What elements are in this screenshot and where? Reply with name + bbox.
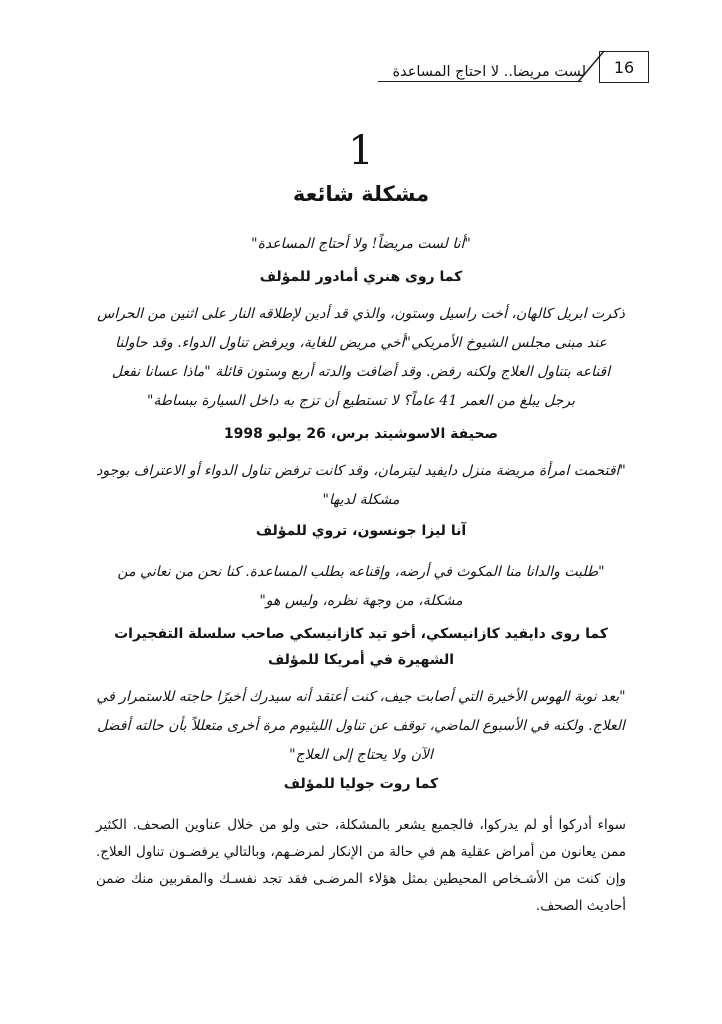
epigraph-quote-4: "طلبت والدانا منا المكوث في أرضه، وإقناعه بطلب المساعدة. كنا نحن من نعاني من مشكلة، من وجهة نظره، وليس هو" <box>117 564 605 609</box>
epigraph-attribution-3: آنا ليزا جونسون، تروي للمؤلف <box>255 523 467 539</box>
epigraph-attribution-1: كما روى هنري أمادور للمؤلف <box>259 269 463 285</box>
epigraph-attribution-4: كما روى دايفيد كازانيسكي، أخو تيد كازانيسكي صاحب سلسلة التفجيرات الشهيرة في أمريكا للمؤلف <box>114 626 608 668</box>
body-paragraph: سواء أدركوا أو لم يدركوا، فالجميع يشعر بالمشكلة، حتى ولو من خلال عناوين الصحف. الكثير ممن يعانون من أمراض عقلية هم في حالة من الإنكار لمرضـهم، وبالتالي يرفضـون تناول العلاج. وإن كنت من الأشـخاص المحيطين بمثل هؤلاء المرضـى فقد تجد نفسـك والمقربين منك ضمن أحاديث الصحف. <box>96 817 626 914</box>
running-head: لست مريضا.. لا احتاج المساعدة <box>392 64 586 80</box>
epigraph-attribution-5: كما روت جوليا للمؤلف <box>283 776 439 792</box>
chapter-title: مشكلة شائعة <box>292 182 430 206</box>
epigraph-attribution-2: صحيفة الاسوشيتد برس، 26 يوليو 1998 <box>223 426 499 442</box>
page-number: 16 <box>613 57 635 77</box>
epigraph-quote-5: "بعد نوبة الهوس الأخيرة التي أصابت جيف، كنت أعتقد أنه سيدرك أخيرًا حاجته للاستمرار في العلاج. ولكنه في الأسبوع الماضي، توقف عن تناول الليثيوم مرة أخرى متعللاً بأن حالته أفضل الآن ولا يحتاج إلى العلاج" <box>96 689 626 763</box>
header-rule <box>378 81 582 82</box>
epigraph-quote-2: ذكرت ابريل كالهان، أخت راسيل وستون، والذي قد أدين لإطلاقه النار على اثنين من الحراس عند مبنى مجلس الشيوخ الأمريكي"أخي مريض للغاية، ويرفض تناول الدواء. وقد حاولنا اقناعه بتناول العلاج ولكنه رفض. وقد أضافت والدته أربع وستون قائلة "ماذا عسانا نفعل برجل يبلغ من العمر 41 عاماً؟ لا تستطيع أن تزج به داخل السيارة ببساطة" <box>97 306 625 409</box>
epigraph-quote-1: "أنا لست مريضاً! ولا أحتاج المساعدة" <box>251 236 471 252</box>
page-number-box <box>599 51 649 83</box>
epigraph-quote-3: "اقتحمت امرأة مريضة منزل دايفيد ليترمان، وقد كانت ترفض تناول الدواء أو الاعتراف بوجود مشكلة لديها" <box>96 463 626 508</box>
chapter-number: 1 <box>348 128 374 174</box>
